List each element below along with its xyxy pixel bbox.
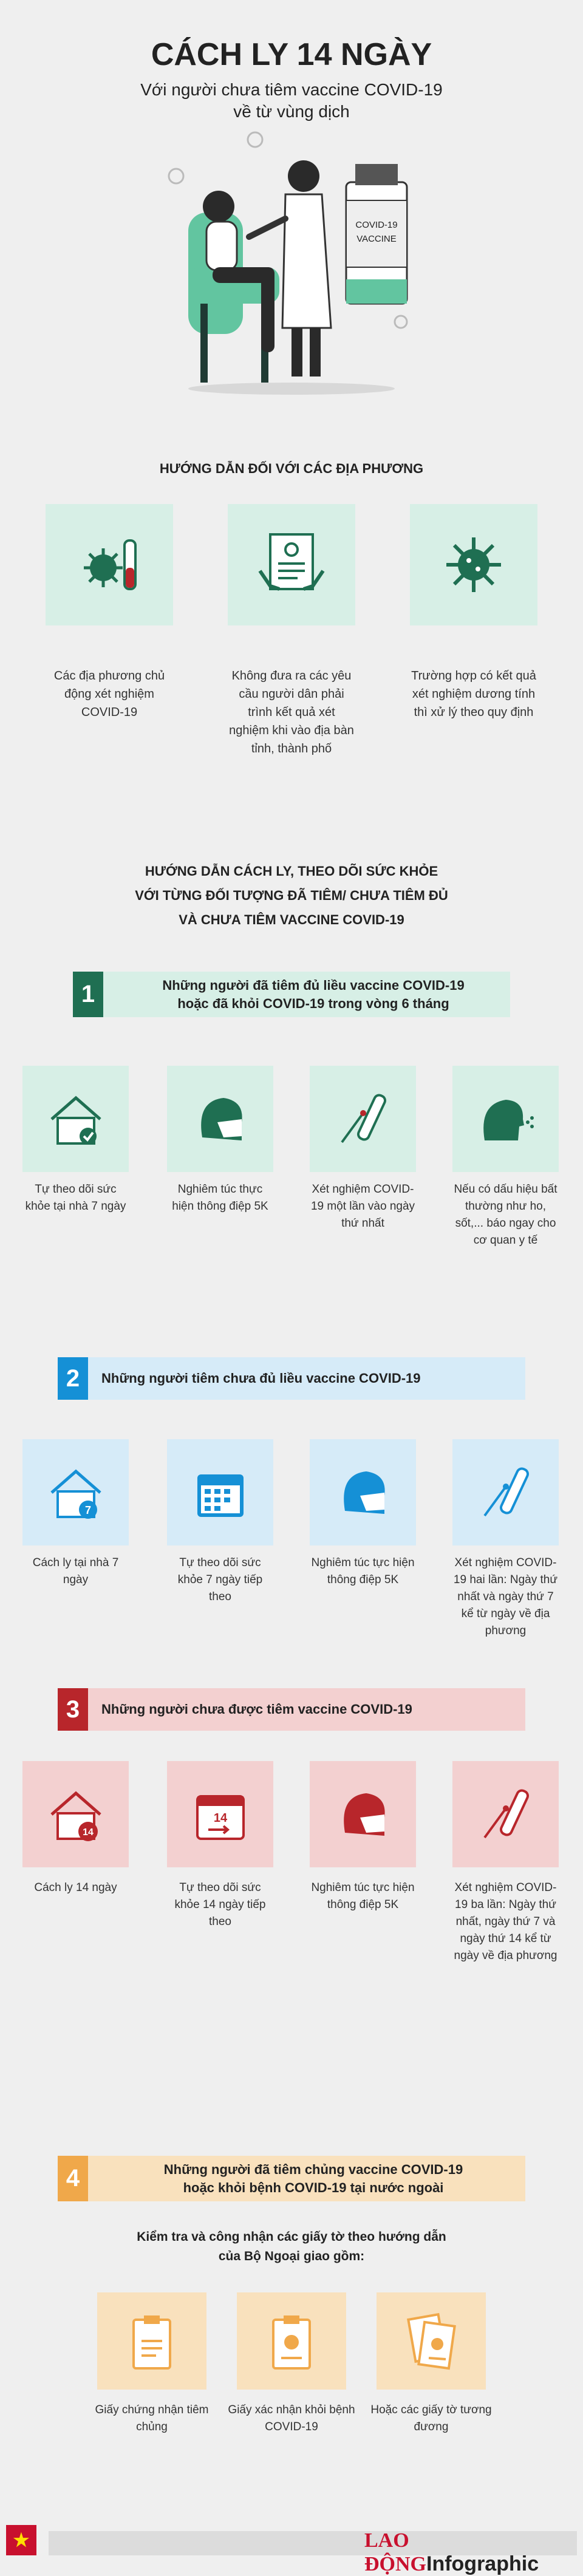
group-3-number: 3 bbox=[58, 1688, 88, 1731]
group-4-number: 4 bbox=[58, 2156, 88, 2201]
group-1-number: 1 bbox=[73, 972, 103, 1017]
group-3-banner bbox=[58, 1688, 525, 1731]
local-guidance-caption-1: Các địa phương chủ động xét nghiệm COVID-19 bbox=[53, 669, 165, 719]
svg-text:14: 14 bbox=[82, 1827, 94, 1838]
svg-text:14: 14 bbox=[213, 1811, 227, 1825]
svg-text:COVID-19: COVID-19 bbox=[355, 220, 398, 230]
calendar-icon bbox=[167, 1439, 273, 1545]
vaccine-certificate-icon bbox=[97, 2292, 206, 2390]
coughing-face-icon bbox=[452, 1066, 559, 1172]
quarantine-guidance-heading: HƯỚNG DẪN CÁCH LY, THEO DÕI SỨC KHỎE VỚI TỪNG ĐỐI TƯỢNG ĐÃ TIÊM/ CHƯA TIÊM ĐỦ VÀ CHƯA TIÊM VACCINE COVID-19 bbox=[135, 864, 448, 927]
group-1-title: Những người đã tiêm đủ liều vaccine COVID-19 hoặc đã khỏi COVID-19 trong vòng 6 tháng bbox=[162, 977, 465, 1011]
test-tube-swab-icon bbox=[452, 1439, 559, 1545]
recovery-certificate-icon bbox=[237, 2292, 346, 2390]
group-2-number: 2 bbox=[58, 1357, 88, 1400]
brand-logo: LAO ĐỘNGInfographic bbox=[364, 2529, 539, 2575]
vaccination-illustration bbox=[164, 121, 419, 401]
group-3-caption-1: Cách ly 14 ngày bbox=[34, 1881, 117, 1894]
svg-text:7: 7 bbox=[84, 1504, 91, 1516]
group-1-caption-2: Nghiêm túc thực hiện thông điệp 5K bbox=[172, 1183, 268, 1213]
group-4-caption-1: Giấy chứng nhận tiêm chủng bbox=[95, 2404, 209, 2433]
house-14-icon bbox=[22, 1761, 129, 1867]
group-3-caption-2: Tự theo dõi sức khỏe 14 ngày tiếp theo bbox=[174, 1881, 266, 1928]
footer bbox=[0, 2518, 583, 2575]
mask-face-icon bbox=[310, 1439, 416, 1545]
document-hands-icon bbox=[228, 504, 355, 625]
group-1-caption-1: Tự theo dõi sức khỏe tại nhà 7 ngày bbox=[25, 1183, 126, 1213]
page-subtitle: Với người chưa tiêm vaccine COVID-19 về từ vùng dịch bbox=[140, 80, 443, 121]
calendar-14-icon bbox=[167, 1761, 273, 1867]
test-tube-swab-icon bbox=[452, 1761, 559, 1867]
local-guidance-caption-2: Không đưa ra các yêu cầu người dân phải trình kết quả xét nghiệm khi vào địa bàn tỉnh, thành phố bbox=[229, 669, 354, 755]
test-tube-swab-icon bbox=[310, 1066, 416, 1172]
group-4-intro: Kiểm tra và công nhận các giấy tờ theo hướng dẫn của Bộ Ngoại giao gồm: bbox=[137, 2230, 446, 2263]
group-3-caption-4: Xét nghiệm COVID-19 ba lần: Ngày thứ nhất, ngày thứ 7 và ngày thứ 14 kể từ ngày về địa phương bbox=[454, 1881, 557, 1962]
page-title: CÁCH LY 14 NGÀY bbox=[151, 37, 432, 72]
virus-test-tube-icon bbox=[46, 504, 173, 625]
group-4-caption-2: Giấy xác nhận khỏi bệnh COVID-19 bbox=[228, 2404, 355, 2433]
group-4-caption-3: Hoặc các giấy tờ tương đương bbox=[370, 2404, 492, 2433]
group-3-caption-3: Nghiêm túc tực hiện thông điệp 5K bbox=[311, 1881, 415, 1911]
star-logo-icon: ★ bbox=[6, 2525, 36, 2555]
group-3-title: Những người chưa được tiêm vaccine COVID-19 bbox=[101, 1702, 412, 1717]
group-2-caption-1: Cách ly tại nhà 7 ngày bbox=[32, 1556, 119, 1586]
group-1-banner bbox=[73, 972, 510, 1017]
group-2-title: Những người tiêm chưa đủ liều vaccine COVID-19 bbox=[101, 1371, 421, 1386]
mask-face-icon bbox=[167, 1066, 273, 1172]
group-4-banner bbox=[58, 2156, 525, 2201]
equivalent-documents-icon bbox=[377, 2292, 486, 2390]
group-2-banner bbox=[58, 1357, 525, 1400]
virus-icon bbox=[410, 504, 537, 625]
house-7-icon bbox=[22, 1439, 129, 1545]
group-2-caption-4: Xét nghiệm COVID-19 hai lần: Ngày thứ nhất và ngày thứ 7 kể từ ngày về địa phương bbox=[453, 1556, 558, 1637]
group-1-caption-4: Nếu có dấu hiệu bất thường như ho, sốt,... báo ngay cho cơ quan y tế bbox=[454, 1183, 557, 1247]
group-2-caption-2: Tự theo dõi sức khỏe 7 ngày tiếp theo bbox=[177, 1556, 263, 1603]
group-1-caption-3: Xét nghiệm COVID-19 một lần vào ngày thứ nhất bbox=[310, 1183, 415, 1230]
group-4-title: Những người đã tiêm chủng vaccine COVID-19 hoặc khỏi bệnh COVID-19 tại nước ngoài bbox=[163, 2161, 463, 2195]
house-check-icon bbox=[22, 1066, 129, 1172]
group-2-caption-3: Nghiêm túc tực hiện thông điệp 5K bbox=[311, 1556, 415, 1586]
svg-text:VACCINE: VACCINE bbox=[356, 234, 397, 244]
local-guidance-heading: HƯỚNG DẪN ĐỐI VỚI CÁC ĐỊA PHƯƠNG bbox=[159, 461, 424, 476]
local-guidance-caption-3: Trường hợp có kết quả xét nghiệm dương tính thì xử lý theo quy định bbox=[411, 669, 536, 719]
mask-face-icon bbox=[310, 1761, 416, 1867]
